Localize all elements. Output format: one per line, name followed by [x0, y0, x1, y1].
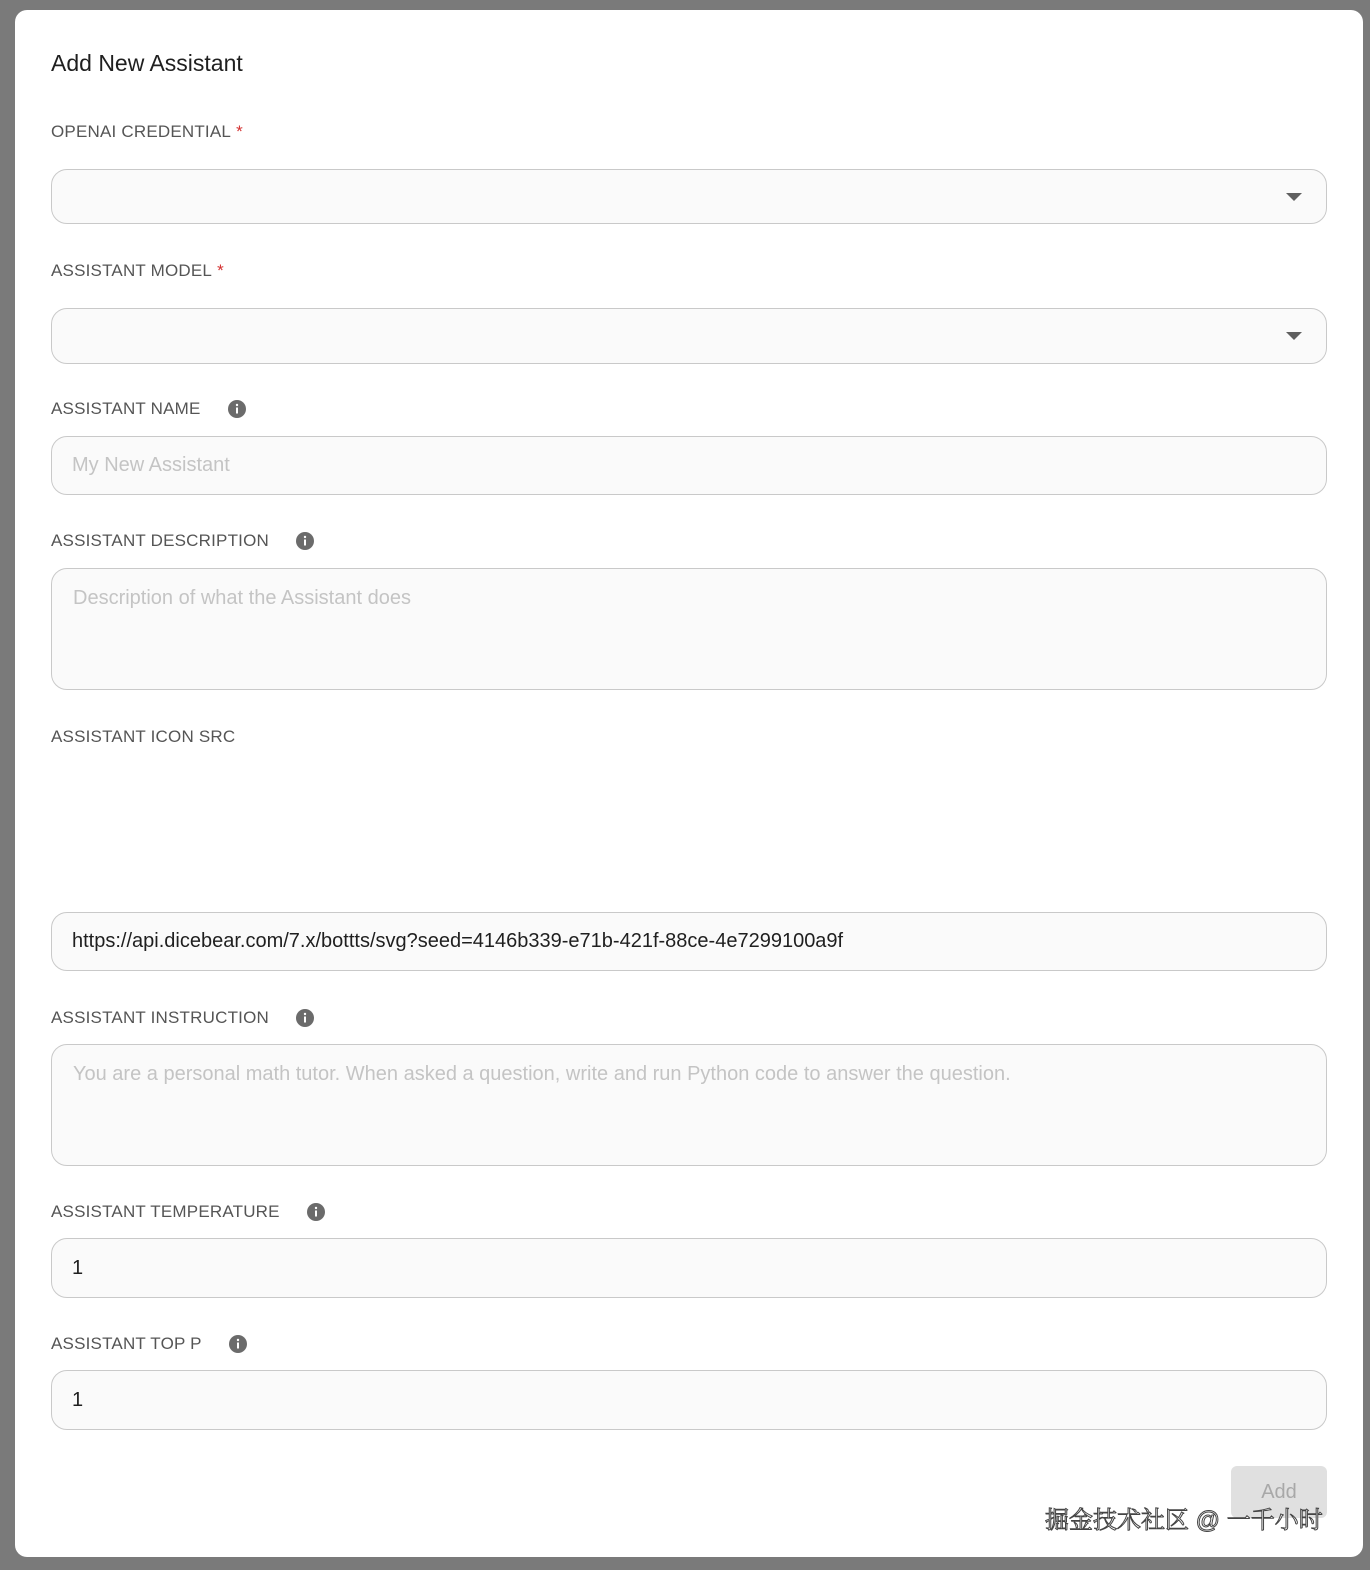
instruction-textarea[interactable]	[51, 1044, 1327, 1166]
info-icon[interactable]	[307, 1203, 325, 1221]
model-label	[51, 261, 224, 281]
watermark: 掘金技术社区 @ 一千小时	[1045, 1507, 1323, 1534]
temperature-label	[51, 1202, 325, 1222]
temperature-input-value: 1	[72, 1256, 84, 1279]
model-select[interactable]	[51, 308, 1327, 364]
dialog-title: Add New Assistant	[51, 50, 243, 76]
info-icon[interactable]	[296, 532, 314, 550]
top-p-input[interactable]	[51, 1370, 1327, 1430]
required-mark: *	[236, 122, 243, 141]
name-input[interactable]	[51, 436, 1327, 495]
description-textarea-placeholder: Description of what the Assistant does	[73, 587, 411, 609]
icon-src-input-value: https://api.dicebear.com/7.x/bottts/svg?seed=4146b339-e71b-421f-88ce-4e7299100a9f	[72, 930, 844, 952]
description-label-text: ASSISTANT DESCRIPTION	[51, 531, 269, 550]
top-p-input-value: 1	[72, 1388, 84, 1411]
name-label	[51, 399, 246, 419]
name-label-text: ASSISTANT NAME	[51, 399, 201, 418]
instruction-label	[51, 1008, 314, 1028]
credential-label-text: OPENAI CREDENTIAL	[51, 122, 232, 141]
temperature-input[interactable]	[51, 1238, 1327, 1298]
name-input-placeholder: My New Assistant	[72, 454, 230, 476]
instruction-textarea-placeholder: You are a personal math tutor. When asked a question, write and run Python code to answer the question.	[73, 1063, 1011, 1085]
top-p-label-text: ASSISTANT TOP P	[51, 1334, 202, 1353]
credential-select[interactable]	[51, 169, 1327, 224]
icon-src-input[interactable]	[51, 912, 1327, 971]
add-button[interactable]: Add	[1231, 1466, 1327, 1518]
description-textarea[interactable]	[51, 568, 1327, 690]
info-icon[interactable]	[296, 1009, 314, 1027]
instruction-label-text: ASSISTANT INSTRUCTION	[51, 1008, 269, 1027]
add-assistant-dialog	[15, 10, 1363, 1557]
icon-src-label-text: ASSISTANT ICON SRC	[51, 727, 236, 746]
chevron-down-icon[interactable]	[1286, 332, 1302, 340]
top-p-label	[51, 1334, 247, 1354]
chevron-down-icon[interactable]	[1286, 193, 1302, 201]
info-icon[interactable]	[228, 400, 246, 418]
description-label	[51, 531, 314, 551]
model-label-text: ASSISTANT MODEL	[51, 261, 213, 280]
temperature-label-text: ASSISTANT TEMPERATURE	[51, 1202, 280, 1221]
icon-src-label	[51, 727, 235, 747]
credential-label	[51, 122, 243, 142]
info-icon[interactable]	[229, 1335, 247, 1353]
required-mark: *	[217, 261, 224, 280]
